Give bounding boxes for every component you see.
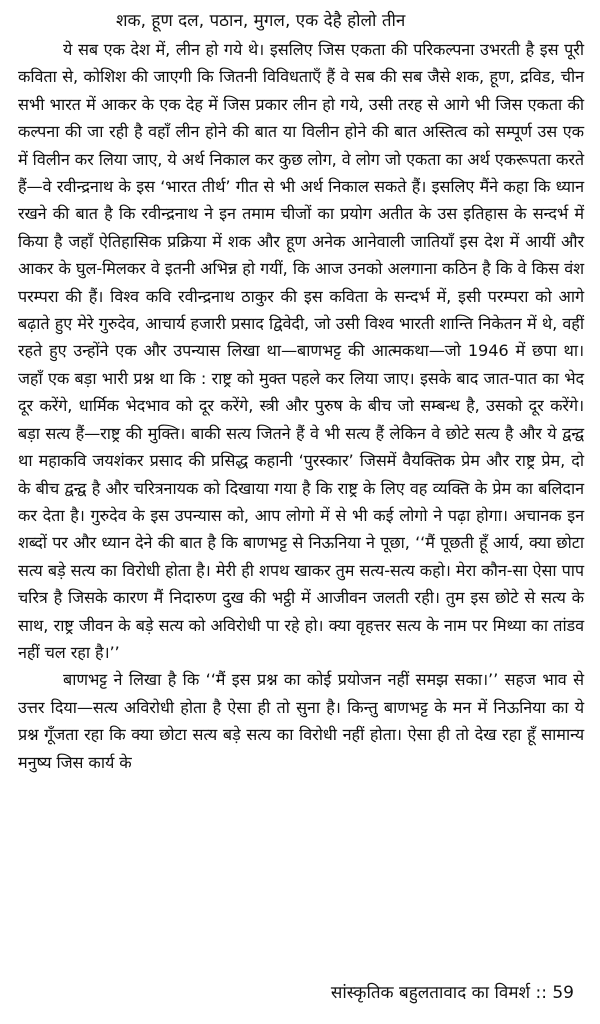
page-number: 59 <box>552 983 574 1003</box>
body-paragraph-2: बाणभट्ट ने लिखा है कि ‘‘मैं इस प्रश्न का कोई प्रयोजन नहीं समझ सका।’’ सहज भाव से उत्तर दिया—सत्य अविरोधी होता है ऐसा ही तो सुना है। किन्तु बाणभट्ट के मन में निऊनिया का ये प्रश्न गूँजता रहा कि क्या छोटा सत्य बड़े सत्य का विरोधी नहीं होता। ऐसा ही तो देख रहा हूँ सामान्य मनुष्य जिस कार्य के <box>18 670 584 772</box>
footer-separator: :: <box>535 983 547 1003</box>
running-title: सांस्कृतिक बहुलतावाद का विमर्श <box>330 983 531 1003</box>
body-paragraph-1: ये सब एक देश में, लीन हो गये थे। इसलिए जिस एकता की परिकल्पना उभरती है इस पूरी कविता से, कोशिश की जाएगी कि जितनी विविधताएँ हैं वे सब की सब जैसे शक, हूण, द्रविड, चीन सभी भारत में आकर के एक देह में जिस प्रकार लीन हो गये, उसी तरह से आगे भी जिस एकता की कल्पना की जा रही है वहाँ लीन होने की बात या विलीन होने की बात अस्तित्व को सम्पूर्ण उस एक में विलीन कर लिया जाए, ये अर्थ निकाल कर कुछ लोग, वे लोग जो एकता का अर्थ एकरूपता करते हैं—वे रवीन्द्रनाथ के इस ‘भारत तीर्थ’ गीत से भी अर्थ निकाल सकते हैं। इसलिए मैंने कहा कि ध्यान रखने की बात है कि रवीन्द्रनाथ ने इन तमाम चीजों का प्रयोग अतीत के उस इतिहास के सन्दर्भ में किया है जहाँ ऐतिहासिक प्रक्रिया में शक और हूण अनेक आनेवाली जातियाँ इस देश में आयीं और आकर के घुल-मिलकर वे इतनी अभिन्न हो गयीं, कि आज उनको अलगाना कठिन है कि वे किस वंश परम्परा की हैं। विश्व कवि रवीन्द्रनाथ ठाकुर की इस कविता के सन्दर्भ में, इसी परम्परा को आगे बढ़ाते हुए मेरे गुरुदेव, आचार्य हजारी प्रसाद द्विवेदी, जो उसी विश्व भारती शान्ति निकेतन में थे, वहीं रहते हुए उन्होंने एक और उपन्यास लिखा था—बाणभट्ट की आत्मकथा—जो 1946 में छपा था। जहाँ एक बड़ा भारी प्रश्न था कि : राष्ट्र को मुक्त पहले कर लिया जाए। इसके बाद जात-पात का भेद दूर करेंगे, धार्मिक भेदभाव को दूर करेंगे, स्त्री और पुरुष के बीच जो सम्बन्ध है, उसको दूर करेंगे। बड़ा सत्य हैं—राष्ट्र की मुक्ति। बाकी सत्य जितने हैं वे भी सत्य हैं लेकिन वे छोटे सत्य है और ये द्वन्द्व था महाकवि जयशंकर प्रसाद की प्रसिद्ध कहानी ‘पुरस्कार’ जिसमें वैयक्तिक प्रेम और राष्ट्र प्रेम, दो के बीच द्वन्द्व है और चरित्रनायक को दिखाया गया है कि राष्ट्र के लिए वह व्यक्ति के प्रेम का बलिदान कर देता है। गुरुदेव के इस उपन्यास को, आप लोगो में से भी कई लोगो ने पढ़ा होगा। अचानक इन शब्दों पर और ध्यान देने की बात है कि बाणभट्ट से निऊनिया ने पूछा, ‘‘मैं पूछती हूँ आर्य, क्या छोटा सत्य बड़े सत्य का विरोधी होता है। मेरी ही शपथ खाकर तुम सत्य-सत्य कहो। मेरा कौन-सा ऐसा पाप चरित्र है जिसके कारण मैं निदारुण दुख की भट्ठी में आजीवन जलती रही। तुम इस छोटे से सत्य के साथ, राष्ट्र जीवन के बड़े सत्य को अविरोधी पा रहे हो। क्या वृहत्तर सत्य के नाम पर मिथ्या का तांडव नहीं चल रहा है।’’ <box>18 40 584 662</box>
verse-quote: शक, हूण दल, पठान, मुगल, एक देहै होलो तीन <box>116 11 406 31</box>
page-footer <box>331 980 574 1003</box>
book-page <box>18 6 584 776</box>
